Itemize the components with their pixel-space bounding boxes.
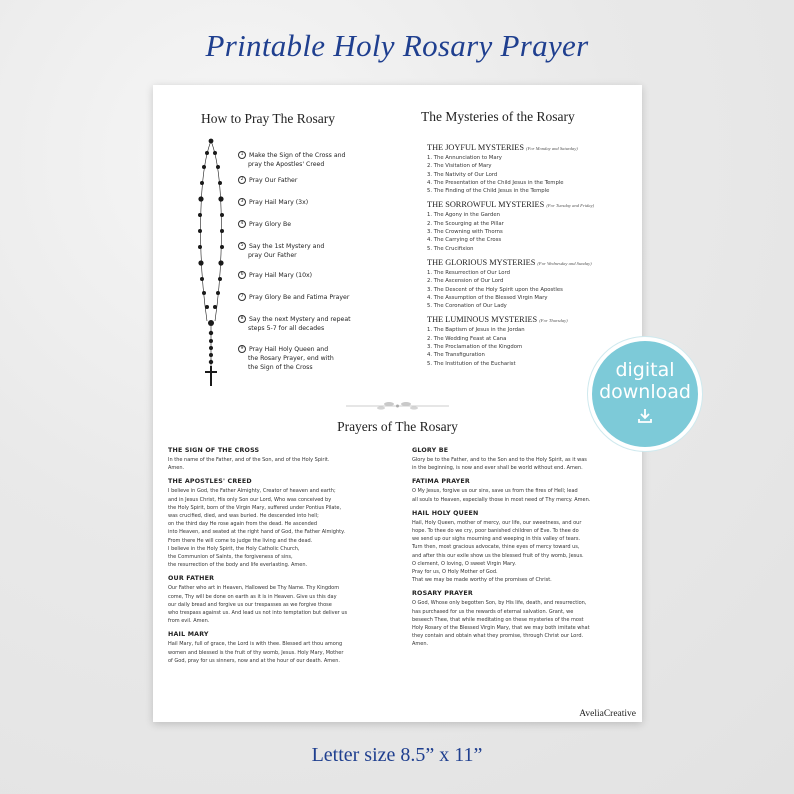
page-title: Printable Holy Rosary Prayer: [205, 28, 589, 63]
mysteries-list: [427, 138, 637, 368]
list-item: 2. The Visitation of Mary: [427, 163, 492, 170]
list-item: 1. The Agony in the Garden: [427, 212, 500, 219]
step-9: 9 Pray Hail Holy Queen and the Rosary Prayer, end with the Sign of the Cross: [238, 345, 398, 372]
prayer-title: THE APOSTLES' CREED: [168, 478, 252, 486]
list-item: 3. The Nativity of Our Lord: [427, 171, 498, 178]
step-5: 5 Say the 1st Mystery and pray Our Father: [238, 242, 398, 260]
list-item: 2. The Scourging at the Pillar: [427, 220, 504, 227]
brand-watermark: AveliaCreative: [579, 709, 636, 719]
how-to-pray-heading: How to Pray The Rosary: [201, 111, 335, 126]
list-item: 3. The Proclamation of the Kingdom: [427, 344, 523, 351]
size-caption: Letter size 8.5” x 11”: [311, 744, 483, 766]
list-item: 4. The Transfiguration: [427, 352, 485, 359]
list-item: 5. The Crucifixion: [427, 245, 474, 252]
list-item: 4. The Carrying of the Cross: [427, 237, 502, 244]
leaf-divider-icon: [341, 400, 454, 412]
prayers-right-column: GLORY BE Glory be to the Father, and to the Son and to the Holy Spirit, as it was in the beginning, is now and ever shall be world without end. Amen. FATIMA PRAYER O My Jesus, forgive us our sins, save us from the fires of Hell; lead all souls to Heaven, especially those in most need of Thy mercy. Amen. HAIL HOLY QUEEN Hail, Holy Queen, mother of mercy, our life, our sweetness, and our hope. To thee do we cry, poor banished children of Eve. To thee do we send up our sighs mourning and weeping in this valley of tears. Turn then, most gracious advocate, thine eyes of mercy toward us, and after this our exile show us the blessed fruit of thy womb, Jesus. O clement, O loving, O sweet Virgin Mary. Pray for us, O Holy Mother of God. That we may be made worthy of the promises of Christ. ROSARY PRAYER O God, Whose only begotten Son, by His life, death, and resurrection, has purchased for us the rewards of eternal salvation. Grant, we beseech Thee, that while meditating on these mysteries of the most Holy Rosary of the Blessed Virgin Mary, that we may both imitate what they contain and obtain what they promise, through Christ our Lord. Amen.: [412, 447, 632, 649]
rosary-illustration-icon: [181, 131, 241, 391]
step-7: 7 Pray Glory Be and Fatima Prayer: [238, 293, 398, 302]
glorious-mysteries: THE GLORIOUS MYSTERIES (For Wednesday and Sunday) 1. The Resurrection of Our Lord 2. The Ascension of Our Lord 3. The Descent of the Holy Spirit upon the Apostles 4. The Assumption of the Blessed Virgin Mary 5. The Coronation of Our Lady: [427, 257, 637, 310]
prayer-title: OUR FATHER: [168, 575, 215, 583]
step-8: 8 Say the next Mystery and repeat steps 5-7 for all decades: [238, 315, 398, 333]
download-icon: [636, 407, 654, 425]
list-item: 3. The Crowning with Thorns: [427, 229, 503, 236]
list-item: 5. The Coronation of Our Lady: [427, 303, 507, 310]
prayer-title: ROSARY PRAYER: [412, 590, 473, 598]
printable-sheet: [153, 85, 642, 722]
prayer-title: FATIMA PRAYER: [412, 478, 470, 486]
list-item: 4. The Presentation of the Child Jesus in the Temple: [427, 179, 564, 186]
step-3: 3 Pray Hail Mary (3x): [238, 198, 398, 207]
prayer-title: THE SIGN OF THE CROSS: [168, 447, 260, 454]
list-item: 3. The Descent of the Holy Spirit upon the Apostles: [427, 286, 563, 293]
joyful-mysteries: THE JOYFUL MYSTERIES (For Monday and Saturday) 1. The Annunciation to Mary 2. The Visitation of Mary 3. The Nativity of Our Lord 4. The Presentation of the Child Jesus in the Temple 5. The Finding of the Child Jesus in the Temple: [427, 142, 637, 195]
list-item: 1. The Baptism of Jesus in the Jordan: [427, 327, 525, 334]
step-6: 6 Pray Hail Mary (10x): [238, 271, 398, 280]
list-item: 1. The Annunciation to Mary: [427, 155, 502, 161]
list-item: 1. The Resurrection of Our Lord: [427, 269, 510, 276]
sorrowful-mysteries: THE SORROWFUL MYSTERIES (For Tuesday and Friday) 1. The Agony in the Garden 2. The Scourging at the Pillar 3. The Crowning with Thorns 4. The Carrying of the Cross 5. The Crucifixion: [427, 199, 637, 252]
mysteries-heading: The Mysteries of the Rosary: [421, 109, 575, 124]
prayer-title: GLORY BE: [412, 447, 449, 454]
list-item: 2. The Ascension of Our Lord: [427, 278, 504, 285]
digital-download-badge: digital download: [588, 337, 702, 451]
list-item: 5. The Finding of the Child Jesus in the Temple: [427, 188, 550, 195]
prayer-title: HAIL MARY: [168, 631, 209, 639]
list-item: 2. The Wedding Feast at Cana: [427, 335, 507, 342]
step-2: 2 Pray Our Father: [238, 176, 398, 185]
step-1: 1 Make the Sign of the Cross and pray the Apostles' Creed: [238, 151, 398, 169]
list-item: 4. The Assumption of the Blessed Virgin Mary: [427, 294, 548, 301]
luminous-mysteries: THE LUMINOUS MYSTERIES (For Thursday) 1. The Baptism of Jesus in the Jordan 2. The Wedding Feast at Cana 3. The Proclamation of the Kingdom 4. The Transfiguration 5. The Institution of the Eucharist: [427, 314, 637, 367]
step-4: 4 Pray Glory Be: [238, 220, 398, 229]
prayer-title: HAIL HOLY QUEEN: [412, 509, 479, 517]
prayers-heading: Prayers of The Rosary: [337, 419, 458, 434]
prayers-left-column: THE SIGN OF THE CROSS In the name of the Father, and of the Son, and of the Holy Spirit. Amen. THE APOSTLES' CREED I believe in God, the Father Almighty, Creator of heaven and earth; and in Jesus Christ, His only Son our Lord, Who was conceived by the Holy Spirit, born of the Virgin Mary, suffered under Pontius Pilate, was crucified, died, and was buried. He descended into hell; on the third day He rose again from the dead. He ascended into Heaven, and seated at the right hand of God, the Father Almighty. From there He will come to judge the living and the dead. I believe in the Holy Spirit, the Holy Catholic Church, the Communion of Saints, the forgiveness of sins, the resurrection of the body and life everlasting. Amen. OUR FATHER Our Father who art in Heaven, Hallowed be Thy Name. Thy Kingdom come, Thy will be done on earth as it is in Heaven. Give us this day our daily bread and forgive us our trespasses as we forgive those who trespass against us. And lead us not into temptation but deliver us from evil. Amen. HAIL MARY Hail Mary, full of grace, the Lord is with thee. Blessed art thou among women and blessed is the fruit of thy womb, Jesus. Holy Mary, Mother of God, pray for us sinners, now and at the hour of our death. Amen.: [168, 447, 398, 665]
list-item: 5. The Institution of the Eucharist: [427, 360, 516, 367]
